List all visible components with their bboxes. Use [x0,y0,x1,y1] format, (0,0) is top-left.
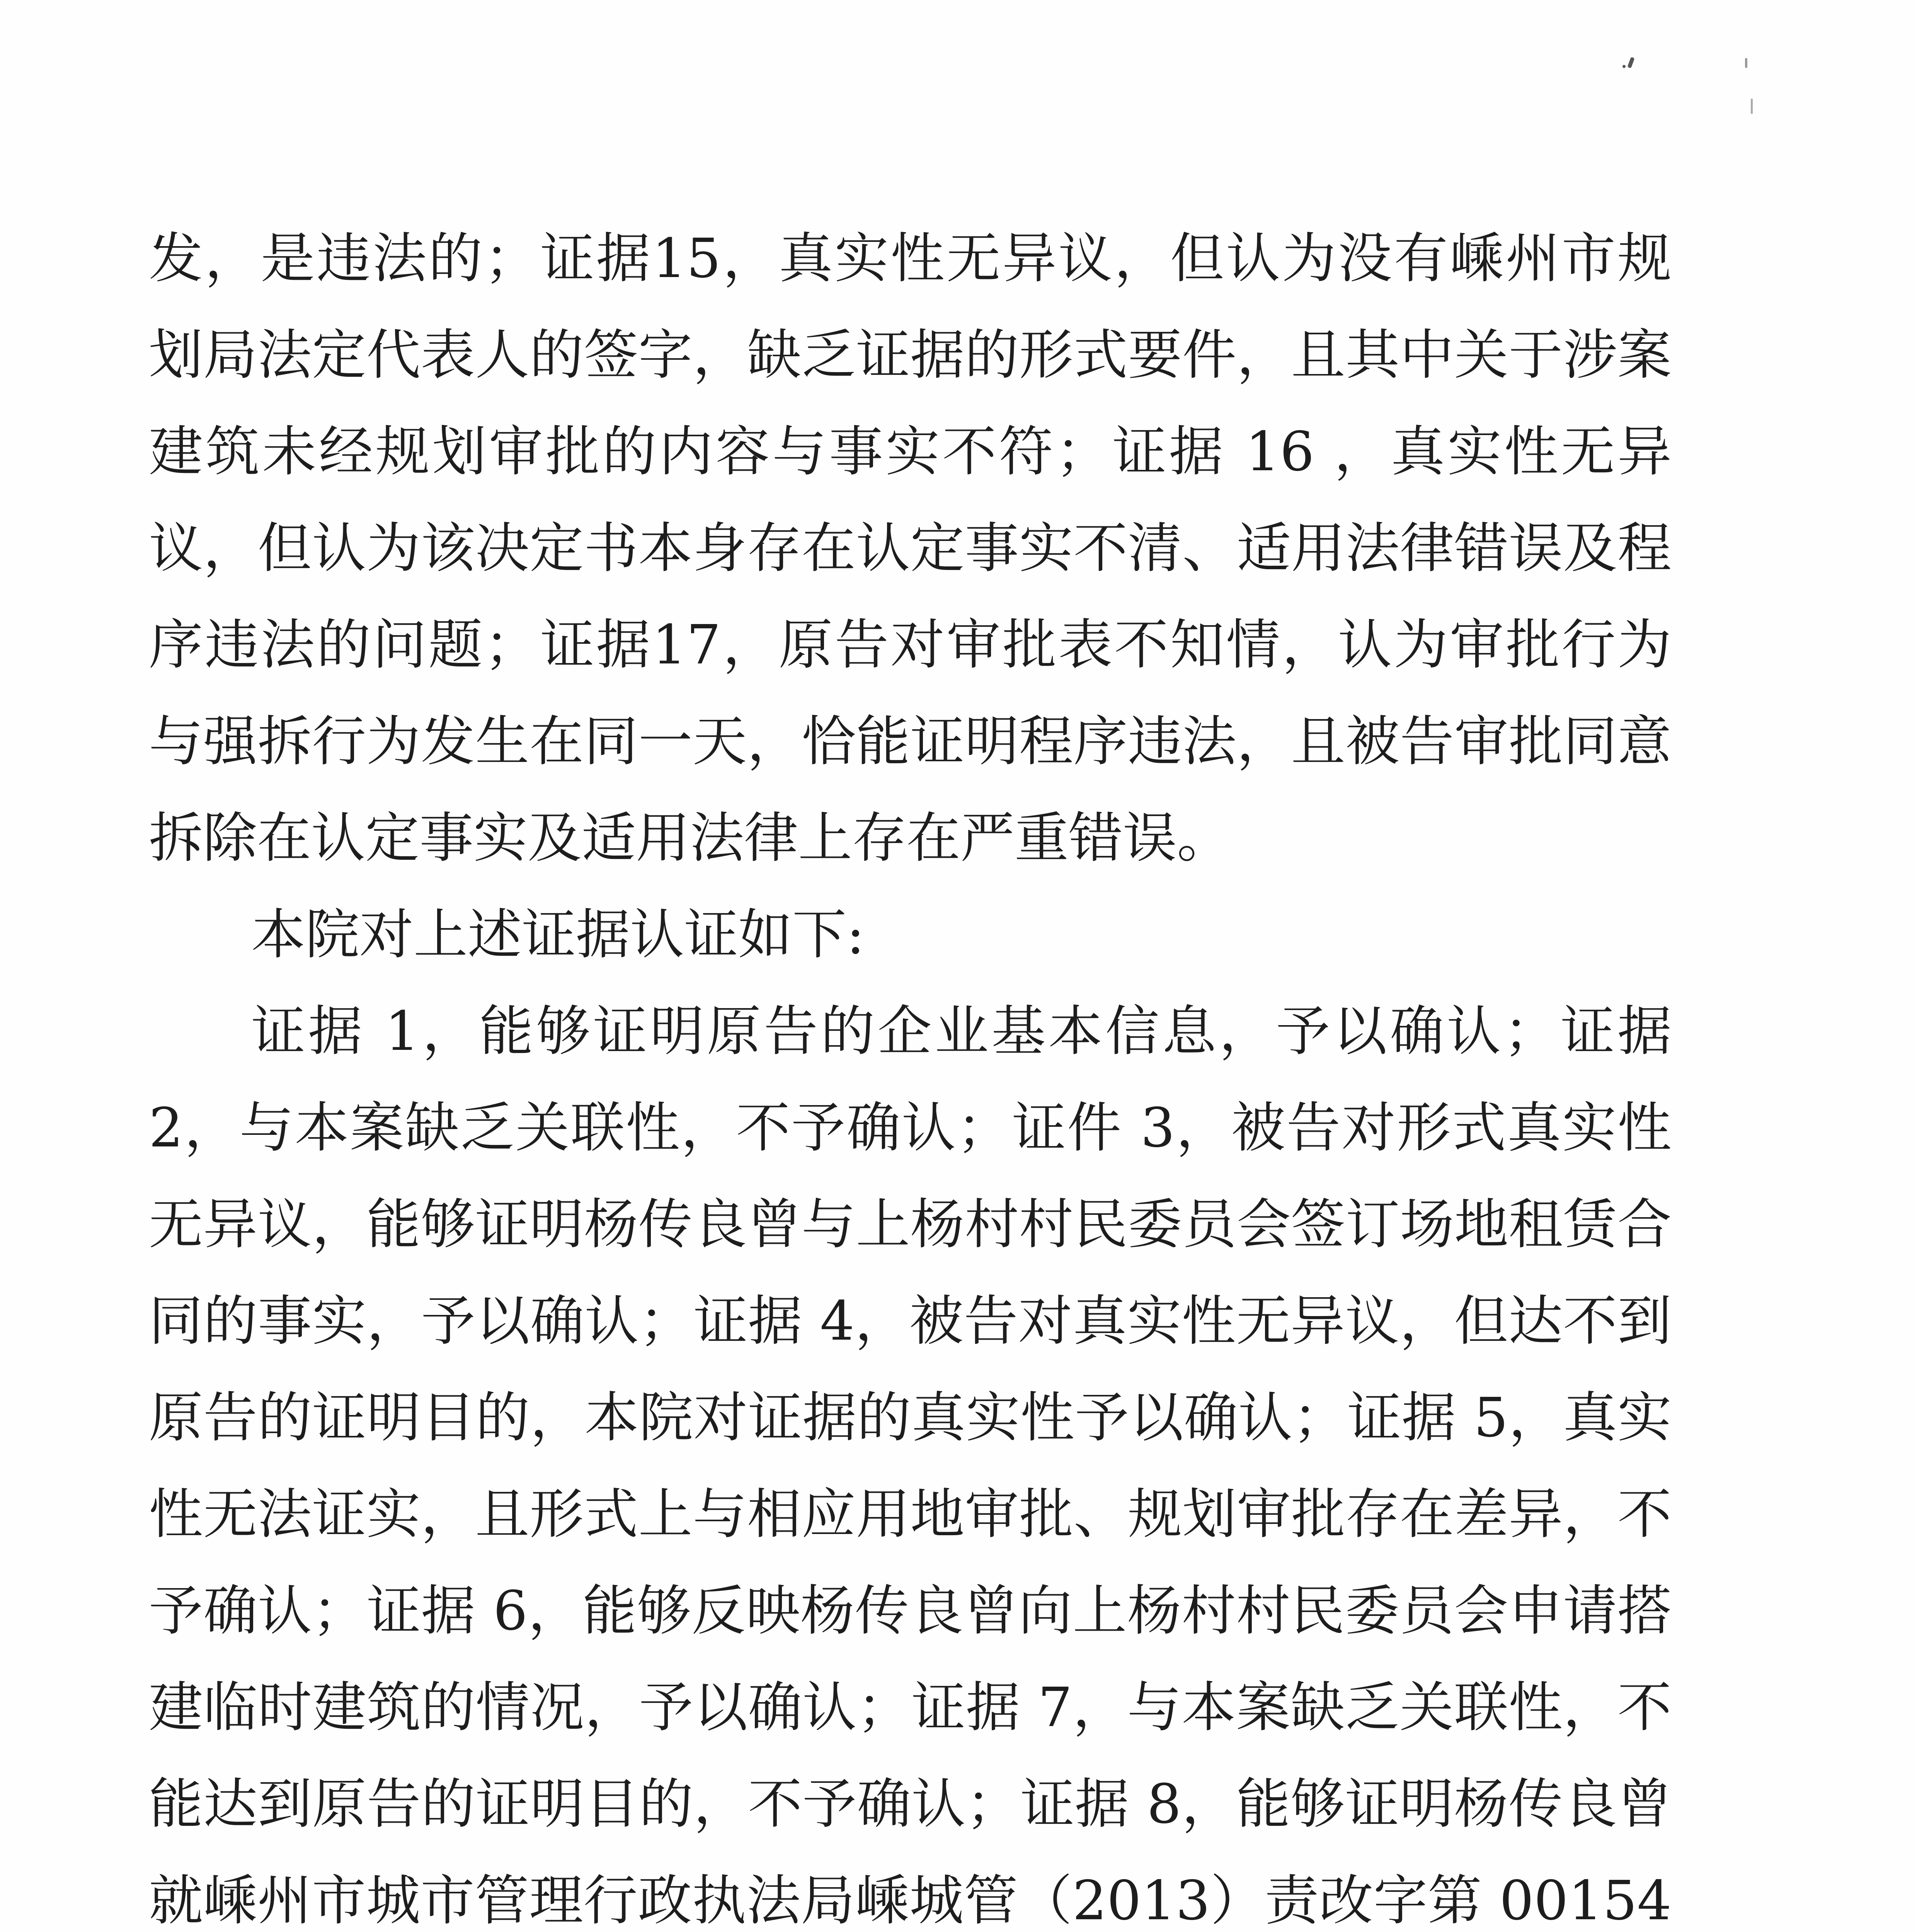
paragraph-heading: 本院对上述证据认证如下: [251,903,865,966]
document-body [149,211,1672,1932]
scan-artifact [1751,99,1753,114]
paragraph-evidence-findings: 证据 1，能够证明原告的企业基本信息，予以确认；证据 2，与本案缺乏关联性，不予确认；证件 3，被告对形式真实性无异议，能够证明杨传良曾与上杨村村民委员会签订场地租赁合同的事实，予以确认；证据 4，被告对真实性无异议，但达不到原告的证明目的，本院对证据的真实性予以确认；证据 5，真实性无法证实，且形式上与相应用地审批、规划审批存在差异，不予确认；证据 6，能够反映杨传良曾向上杨村村民委员会申请搭建临时建筑的情况，予以确认；证据 7，与本案缺乏关联性，不能达到原告的证明目的，不予确认；证据 8，能够证明杨传良曾就嵊州市城市管理行政执法局嵊城管（2013）责改字第 00154 [149,1000,1672,1932]
scan-artifact [1628,57,1635,68]
paragraph-continuation: 发，是违法的；证据15，真实性无异议，但认为没有嵊州市规划局法定代表人的签字，缺乏证据的形式要件，且其中关于涉案建筑未经规划审批的内容与事实不符；证据 16 ，真实性无异议，但认为该决定书本身存在认定事实不清、适用法律错误及程序违法的问题；证据17，原告对审批表不知情，认为审批行为与强拆行为发生在同一天，恰能证明程序违法，且被告审批同意拆除在认定事实及适用法律上存在严重错误。 [149,227,1672,870]
scan-artifact [1622,65,1626,68]
scan-artifact [1745,58,1747,68]
